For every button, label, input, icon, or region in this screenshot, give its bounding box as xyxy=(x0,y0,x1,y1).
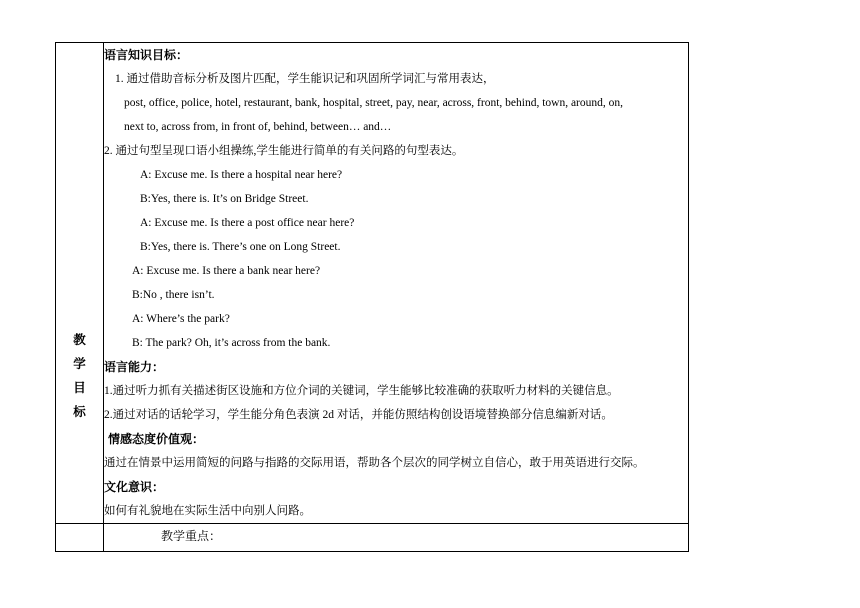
key-points-row xyxy=(56,524,689,552)
content-line: 通过在情景中运用简短的问路与指路的交际用语，帮助各个层次的同学树立自信心，敢于用英语进行交际。 xyxy=(104,457,645,469)
key-points-heading: 教学重点： xyxy=(104,524,689,552)
content-line: B:Yes, there is. It’s on Bridge Street. xyxy=(140,193,309,205)
content-line: A: Where’s the park? xyxy=(132,313,230,325)
key-points-label-cell xyxy=(56,524,104,552)
teaching-objectives-label-cell xyxy=(56,43,104,524)
content-line: next to, across from, in front of, behind, between… and… xyxy=(124,121,392,133)
content-line: A: Excuse me. Is there a post office near here? xyxy=(140,217,355,229)
side-label-char: 教 xyxy=(73,333,86,347)
content-line: 如何有礼貌地在实际生活中向别人问路。 xyxy=(104,505,311,517)
content-line: A: Excuse me. Is there a bank near here? xyxy=(132,265,321,277)
content-line: 2. 通过句型呈现口语小组操练,学生能进行简单的有关问路的句型表达。 xyxy=(104,145,464,157)
section-heading: 语言能力： xyxy=(104,360,165,374)
side-label-char: 目 xyxy=(73,381,86,395)
content-line: 1. 通过借助音标分析及图片匹配，学生能识记和巩固所学词汇与常用表达， xyxy=(115,73,495,85)
section-heading: 语言知识目标： xyxy=(104,48,189,62)
content-line: B: The park? Oh, it’s across from the bank. xyxy=(132,337,331,349)
teaching-objectives-label xyxy=(73,332,86,420)
objectives-content xyxy=(104,43,689,524)
content-line: post, office, police, hotel, restaurant, bank, hospital, street, pay, near, across, front, behind, town, around, on, xyxy=(124,97,624,109)
content-line: B:Yes, there is. There’s one on Long Street. xyxy=(140,241,341,253)
content-line: 2.通过对话的话轮学习，学生能分角色表演 2d 对话，并能仿照结构创设语境替换部分信息编新对话。 xyxy=(104,409,613,421)
side-label-char: 标 xyxy=(73,405,86,419)
content-line: B:No , there isn’t. xyxy=(132,289,215,301)
section-heading: 情感态度价值观： xyxy=(108,432,205,446)
content-line: A: Excuse me. Is there a hospital near here? xyxy=(140,169,343,181)
section-heading: 文化意识： xyxy=(104,480,165,494)
lesson-plan-table xyxy=(55,42,689,552)
objectives-row xyxy=(56,43,689,524)
side-label-char: 学 xyxy=(73,357,86,371)
content-line: 1.通过听力抓有关描述街区设施和方位介词的关键词，学生能够比较准确的获取听力材料的关键信息。 xyxy=(104,385,619,397)
